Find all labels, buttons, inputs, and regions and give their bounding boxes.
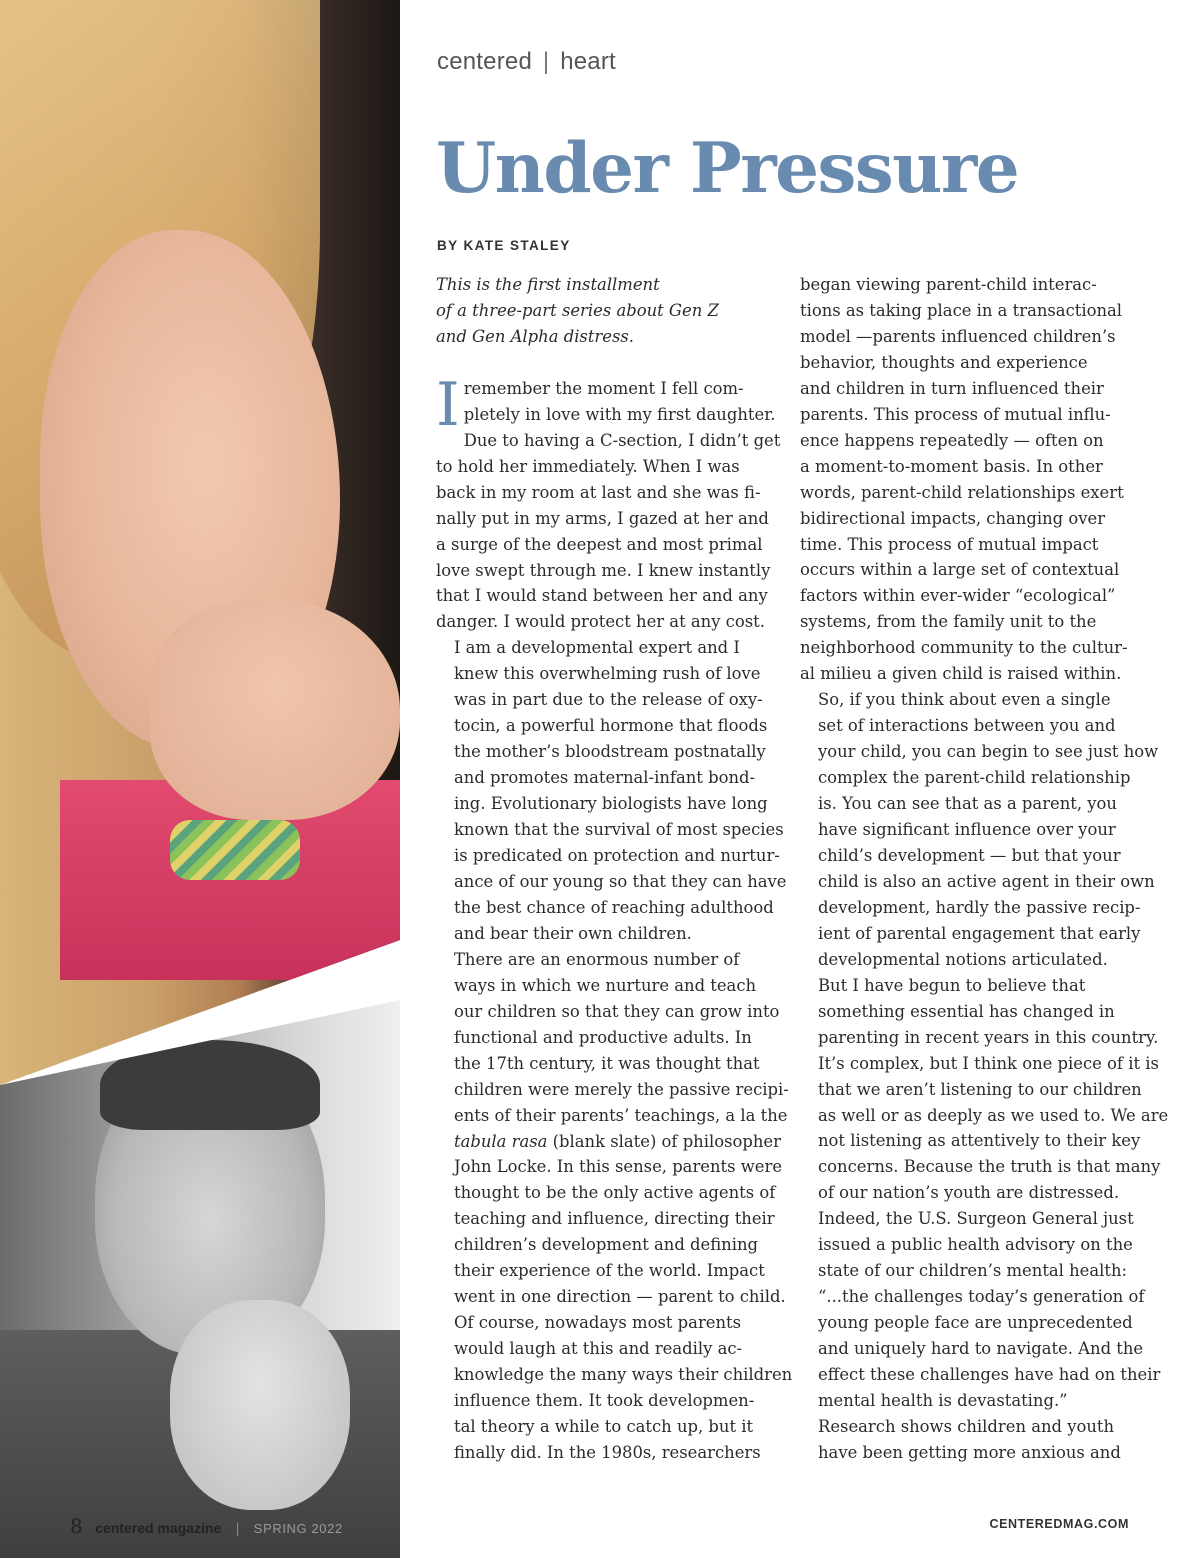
text-line: complex the parent-child relationship	[818, 768, 1131, 788]
text-line: finally did. In the 1980s, researchers	[454, 1442, 761, 1462]
text-line: “...the challenges today’s generation of	[818, 1287, 1145, 1307]
magazine-name: centered magazine	[95, 1520, 222, 1536]
text-line: remember the moment I fell com-	[463, 378, 744, 398]
text-line: Indeed, the U.S. Surgeon General just	[818, 1209, 1134, 1229]
girl-hand-shape	[150, 600, 400, 820]
text-line: went in one direction — parent to child.	[454, 1287, 786, 1307]
text-line: influence them. It took developmen-	[454, 1391, 755, 1411]
text-line: and children in turn influenced their	[800, 378, 1104, 398]
text-line: tions as taking place in a transactional	[800, 300, 1123, 320]
text-line: state of our children’s mental health:	[818, 1261, 1128, 1281]
text-line: and uniquely hard to navigate. And the	[818, 1339, 1144, 1359]
paragraph	[800, 272, 1130, 687]
text-line: tal theory a while to catch up, but it	[454, 1416, 754, 1436]
text-line: as well or as deeply as we used to. We are	[818, 1105, 1169, 1125]
text-line: and bear their own children.	[454, 923, 692, 943]
text-line: tocin, a powerful hormone that floods	[454, 716, 768, 736]
text-line: the 17th century, it was thought that	[454, 1053, 760, 1073]
boy-hands-shape	[170, 1300, 350, 1510]
article-column-left	[436, 272, 793, 1466]
text-line: something essential has changed in	[818, 1001, 1115, 1021]
text-line: ing. Evolutionary biologists have long	[454, 794, 768, 814]
text-line: model —parents influenced children’s	[800, 326, 1116, 346]
text-line: occurs within a large set of contextual	[800, 560, 1120, 580]
page-number: 8	[70, 1514, 83, 1538]
text-line	[436, 1129, 781, 1155]
text-line: child is also an active agent in their own	[818, 871, 1155, 891]
text-line: thought to be the only active agents of	[454, 1183, 776, 1203]
text-line: our children so that they can grow into	[454, 1001, 780, 1021]
text-line: al milieu a given child is raised within.	[800, 664, 1122, 684]
text-line: pletely in love with my first daughter.	[463, 404, 776, 424]
paragraph	[800, 973, 1169, 1414]
text-line: ient of parental engagement that early	[818, 923, 1141, 943]
text-line: child’s development — but that your	[818, 845, 1121, 865]
footer-left	[70, 1514, 343, 1538]
text-line: time. This process of mutual impact	[800, 534, 1099, 554]
text-line: John Locke. In this sense, parents were	[454, 1157, 783, 1177]
text-line: ance of our young so that they can have	[454, 871, 787, 891]
text-line: Research shows children and youth	[818, 1416, 1115, 1436]
text-line: back in my room at last and she was fi-	[436, 482, 761, 502]
text-line: their experience of the world. Impact	[454, 1261, 765, 1281]
section-separator: |	[542, 48, 550, 75]
girl-photo	[0, 0, 400, 1100]
text-line: would laugh at this and readily ac-	[454, 1339, 743, 1359]
text-line: nally put in my arms, I gazed at her and	[436, 508, 769, 528]
text-line: But I have begun to believe that	[818, 975, 1086, 995]
italic-term: tabula rasa	[454, 1131, 548, 1151]
paragraph	[436, 947, 793, 1466]
paragraph	[800, 687, 1159, 972]
paragraph	[800, 1414, 1130, 1466]
text-line: issued a public health advisory on the	[818, 1235, 1133, 1255]
text-line: children’s development and defining	[454, 1235, 758, 1255]
issue-date: SPRING 2022	[253, 1521, 343, 1536]
text-line: danger. I would protect her at any cost.	[436, 612, 765, 632]
boy-hair-shape	[100, 1040, 320, 1130]
text-line: bidirectional impacts, changing over	[800, 508, 1106, 528]
boy-photo	[0, 1000, 400, 1558]
text-line: and Gen Alpha distress.	[436, 326, 635, 346]
text-line: neighborhood community to the cultur-	[800, 638, 1128, 658]
text-line: the mother’s bloodstream postnatally	[454, 742, 766, 762]
section-label	[437, 48, 616, 76]
text-line: children were merely the passive recipi-	[454, 1079, 789, 1099]
text-line: that we aren’t listening to our children	[818, 1079, 1142, 1099]
text-line: love swept through me. I knew instantly	[436, 560, 771, 580]
text-line: development, hardly the passive recip-	[818, 897, 1141, 917]
text-line: your child, you can begin to see just how	[818, 742, 1159, 762]
text-line: have been getting more anxious and	[818, 1442, 1121, 1462]
text-line: began viewing parent-child interac-	[800, 275, 1097, 294]
text-line: effect these challenges have had on their	[818, 1365, 1161, 1385]
text-line: mental health is devastating.”	[818, 1390, 1068, 1410]
text-line: functional and productive adults. In	[454, 1027, 752, 1047]
subsection-name: heart	[560, 48, 616, 75]
intro-blurb	[436, 272, 766, 350]
text-line: It’s complex, but I think one piece of it is	[818, 1053, 1159, 1073]
text-line: set of interactions between you and	[818, 716, 1116, 736]
text-line: have significant influence over your	[818, 820, 1116, 840]
paragraph	[436, 369, 781, 636]
text-line: was in part due to the release of oxy-	[454, 690, 763, 710]
text-line: and promotes maternal-infant bond-	[454, 768, 756, 788]
text-line: factors within ever-wider “ecological”	[800, 586, 1116, 606]
text-line: This is the first installment	[436, 275, 660, 294]
text-line: There are an enormous number of	[454, 949, 740, 969]
text-line: I am a developmental expert and I	[454, 638, 740, 658]
article-column-right	[800, 272, 1169, 1466]
text-line: developmental notions articulated.	[818, 949, 1108, 969]
text-line: known that the survival of most species	[454, 820, 784, 840]
text-line: of a three-part series about Gen Z	[436, 300, 719, 320]
text-line: systems, from the family unit to the	[800, 612, 1097, 632]
text-line: parents. This process of mutual influ-	[800, 404, 1111, 424]
paragraph	[436, 635, 787, 946]
text-line: parenting in recent years in this country.	[818, 1027, 1159, 1047]
text-line: to hold her immediately. When I was	[436, 456, 740, 476]
girl-bracelet-shape	[170, 820, 300, 880]
text-line: a moment-to-moment basis. In other	[800, 456, 1103, 476]
text-line: is. You can see that as a parent, you	[818, 794, 1117, 814]
text-line: concerns. Because the truth is that many	[818, 1157, 1161, 1177]
text-line: ways in which we nurture and teach	[454, 975, 757, 995]
photo-column	[0, 0, 400, 1558]
text-line: teaching and influence, directing their	[454, 1209, 775, 1229]
text-line: that I would stand between her and any	[436, 586, 768, 606]
footer-separator: |	[235, 1520, 240, 1536]
text-line: the best chance of reaching adulthood	[454, 897, 774, 917]
text-line: of our nation’s youth are distressed.	[818, 1183, 1120, 1203]
text-line: Due to having a C-section, I didn’t get	[463, 430, 781, 450]
text-line: young people face are unprecedented	[818, 1313, 1133, 1333]
text-line: not listening as attentively to their key	[818, 1131, 1141, 1151]
drop-cap: I	[436, 369, 460, 440]
text-line: Of course, nowadays most parents	[454, 1313, 742, 1333]
section-name: centered	[437, 48, 532, 75]
text-line: ence happens repeatedly — often on	[800, 430, 1104, 450]
text-line: ents of their parents’ teachings, a la the	[454, 1105, 788, 1125]
text-line: knew this overwhelming rush of love	[454, 664, 761, 684]
text-line: So, if you think about even a single	[818, 690, 1111, 710]
byline: BY KATE STALEY	[437, 238, 571, 253]
text-run: (blank slate) of philosopher	[547, 1131, 781, 1151]
text-line: a surge of the deepest and most primal	[436, 534, 763, 554]
website-url: CENTEREDMAG.COM	[989, 1517, 1129, 1531]
text-line: knowledge the many ways their children	[454, 1365, 793, 1385]
text-line: behavior, thoughts and experience	[800, 352, 1088, 372]
article-title: Under Pressure	[436, 128, 1019, 209]
text-line: words, parent-child relationships exert	[800, 482, 1124, 502]
text-line: is predicated on protection and nurtur-	[454, 846, 780, 866]
